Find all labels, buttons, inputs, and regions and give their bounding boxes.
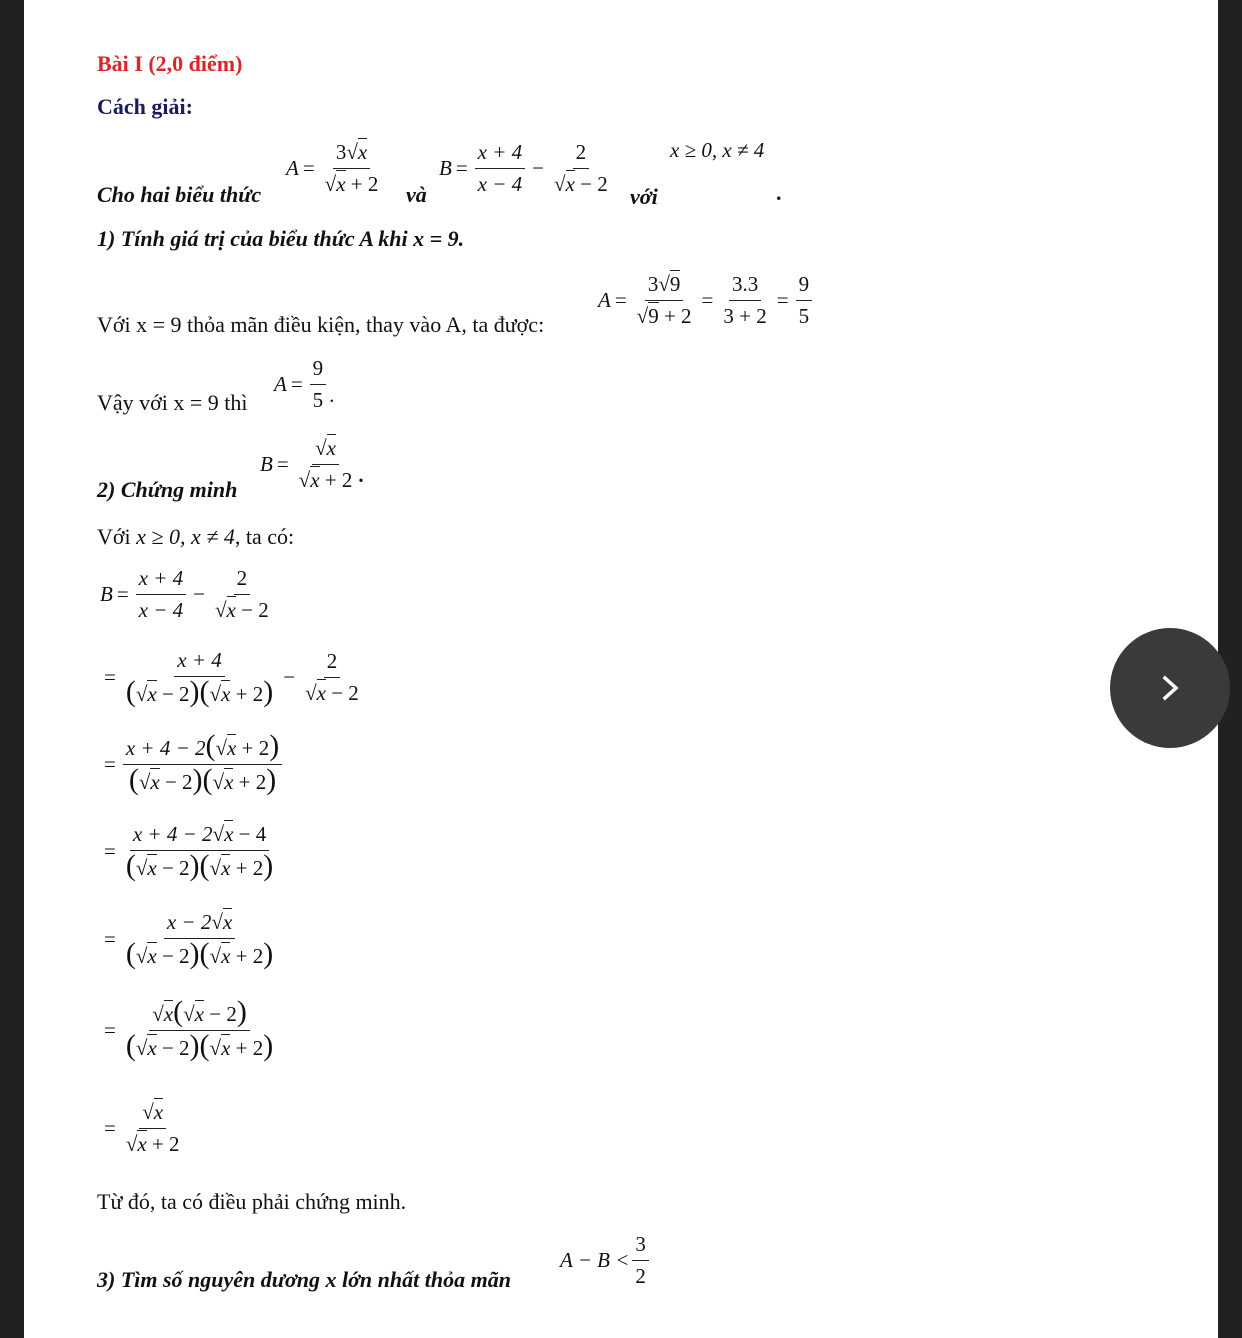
document-page — [24, 0, 1218, 1338]
step-5: = $\frac{√x(√x - 2)}{(√x - 2)(√x + 2)}$ — [104, 995, 274, 1062]
with-text: với — [630, 184, 658, 209]
part2-condition: Với x ≥ 0, x ≠ 4, ta có: — [97, 524, 295, 549]
step-0: B = $\frac{x + 4}{x - 4}$ − $\frac{2}{√x - 2}$ — [100, 566, 269, 622]
part2-conclusion: Từ đó, ta có điều phải chứng minh. — [97, 1189, 407, 1214]
section-heading: Bài I (2,0 điểm) — [97, 51, 243, 76]
and-text: và — [406, 182, 427, 207]
fraction: $\frac{3√x}{√x + 2}$ — [324, 140, 379, 196]
var-a: A — [286, 156, 299, 180]
step-2: = $\frac{x + 4 - 2(√x + 2)}{(√x - 2)(√x + 2)}$ — [100, 734, 285, 795]
intro-text: Cho hai biểu thức — [97, 182, 262, 207]
part1-result: A = $\frac{9}{5}$ . — [274, 356, 335, 412]
part3-title: 3) Tìm số nguyên dương x lớn nhất thỏa mãn — [97, 1267, 511, 1292]
part2-claim: B = $\frac{√x}{√x + 2}$ . — [260, 436, 364, 492]
part1-text: Với x = 9 thỏa mãn điều kiện, thay vào A, ta được: — [97, 312, 545, 337]
part2-title: 2) Chứng minh — [97, 477, 238, 502]
step-4: = $\frac{x - 2√x}{(√x - 2)(√x + 2)}$ — [104, 910, 274, 970]
step-3: = $\frac{x + 4 - 2√x - 4}{(√x - 2)(√x + 2)}$ — [104, 822, 274, 882]
part1-calculation: A = $\frac{3√9}{√9 + 2}$ = $\frac{3.3}{3 + 2}$ = $\frac{9}{5}$ — [598, 272, 815, 329]
expression-a: A = $\frac{3√x}{√x + 2}$ — [286, 140, 384, 197]
end-dot: . — [776, 180, 782, 205]
part1-conclusion: Vậy với x = 9 thì — [97, 390, 248, 415]
expression-b: B = $\frac{x + 4}{x - 4}$ − $\frac{2}{√x - 2}$ — [439, 140, 608, 196]
part3-inequality: A − B < $\frac{3}{2}$ — [560, 1232, 652, 1289]
condition-text: x ≥ 0, x ≠ 4 — [670, 138, 765, 162]
part1-title: 1) Tính giá trị của biểu thức A khi x = 9. — [97, 226, 465, 251]
chevron-right-icon — [1155, 673, 1185, 703]
next-page-button[interactable] — [1110, 628, 1230, 748]
step-1: = $\frac{x + 4}{(√x - 2)(√x + 2)}$ − $\frac{2}{√x - 2}$ — [104, 648, 359, 708]
solution-label: Cách giải: — [97, 94, 193, 119]
step-6: = $\frac{√x}{√x + 2}$ — [104, 1100, 180, 1156]
